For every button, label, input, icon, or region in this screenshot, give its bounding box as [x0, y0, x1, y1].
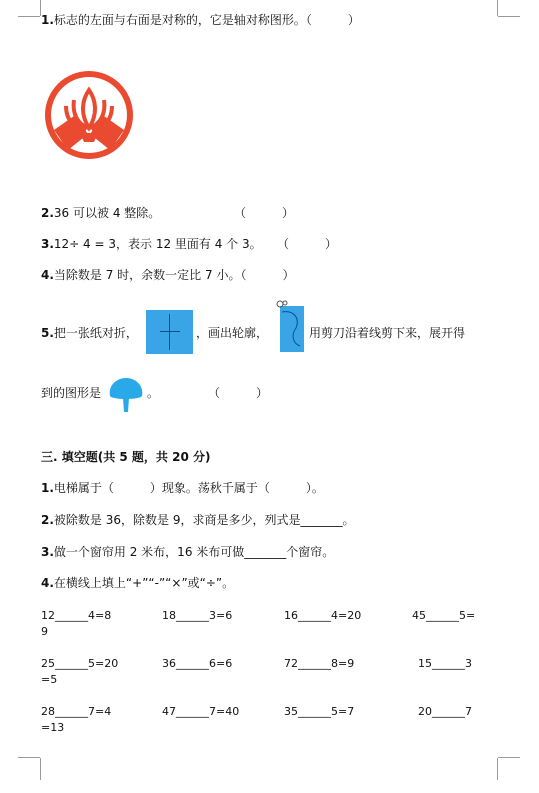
fill-question-1	[41, 481, 324, 495]
question-2	[41, 206, 295, 220]
cut-paper-icon	[276, 300, 306, 354]
equation-cell[interactable]: 35______5=7	[284, 705, 355, 718]
question-text: ，画出轮廓，	[196, 326, 269, 340]
question-text: 当除数是 7 时，余数一定比 7 小。（ ）	[53, 268, 295, 282]
equation-cell[interactable]: 25______5=20	[41, 657, 119, 670]
answer-paren[interactable]: （ ）	[208, 386, 269, 400]
crop-mark	[498, 16, 520, 17]
question-text: 12÷ 4 = 3，表示 12 里面有 4 个 3。	[53, 237, 262, 251]
question-number: 2.	[41, 513, 54, 527]
equation-cell[interactable]: 36______6=6	[162, 657, 233, 670]
crop-mark	[497, 0, 498, 16]
folded-paper-icon	[146, 310, 193, 354]
equation-cell[interactable]: 12______4=8	[41, 609, 112, 622]
question-5	[41, 326, 138, 340]
section-heading: 三. 填空题(共 5 题，共 20 分)	[41, 450, 211, 464]
question-number: 4.	[41, 268, 54, 282]
lotus-logo-icon	[44, 70, 134, 160]
crop-mark	[18, 16, 40, 17]
question-text: 到的图形是	[41, 386, 102, 400]
question-number: 3.	[41, 545, 54, 559]
equation-cell[interactable]: 28______7=4	[41, 705, 112, 718]
crop-mark	[18, 757, 40, 758]
equation-cell[interactable]: 18______3=6	[162, 609, 233, 622]
question-number: 3.	[41, 237, 54, 251]
question-text: 被除数是 36，除数是 9，求商是多少，列式是_______。	[53, 513, 355, 527]
answer-paren[interactable]: （ ）	[277, 237, 338, 251]
equation-cell[interactable]: 15______3	[418, 657, 472, 670]
question-number: 1.	[41, 481, 54, 495]
question-number: 4.	[41, 576, 54, 590]
question-3	[41, 237, 338, 251]
question-text: 标志的左面与右面是对称的，它是轴对称图形。（ ）	[53, 13, 360, 27]
equation-cell[interactable]: 20______7	[418, 705, 472, 718]
equation-wrap: =5	[41, 673, 58, 686]
question-number: 1.	[41, 13, 54, 27]
question-1	[41, 13, 360, 27]
question-text: 。	[147, 386, 160, 400]
fill-question-2	[41, 513, 354, 527]
fill-question-3	[41, 545, 334, 559]
question-text: 36 可以被 4 整除。	[53, 206, 161, 220]
question-text: 在横线上填上“+”“-”“×”或“÷”。	[53, 576, 235, 590]
equation-cell[interactable]: 47______7=40	[162, 705, 240, 718]
equation-wrap: 9	[41, 625, 48, 638]
question-4	[41, 268, 294, 282]
question-text: 电梯属于（ ）现象。荡秋千属于（ ）。	[53, 481, 324, 495]
crop-mark	[497, 758, 498, 780]
equation-cell[interactable]: 16______4=20	[284, 609, 362, 622]
question-text: 用剪刀沿着线剪下来，展开得	[309, 326, 466, 340]
tree-shape-icon	[106, 374, 146, 414]
question-5-cont	[41, 386, 101, 400]
question-number: 2.	[41, 206, 54, 220]
crop-mark	[498, 757, 520, 758]
fill-question-4	[41, 576, 234, 590]
equation-cell[interactable]: 72______8=9	[284, 657, 355, 670]
crop-mark	[40, 758, 41, 780]
equation-cell[interactable]: 45______5=	[412, 609, 476, 622]
question-text: 做一个窗帘用 2 米布，16 米布可做_______个窗帘。	[53, 545, 335, 559]
question-number: 5.	[41, 326, 54, 340]
question-text: 把一张纸对折，	[53, 326, 138, 340]
answer-paren[interactable]: （ ）	[234, 206, 295, 220]
equation-wrap: =13	[41, 721, 65, 734]
